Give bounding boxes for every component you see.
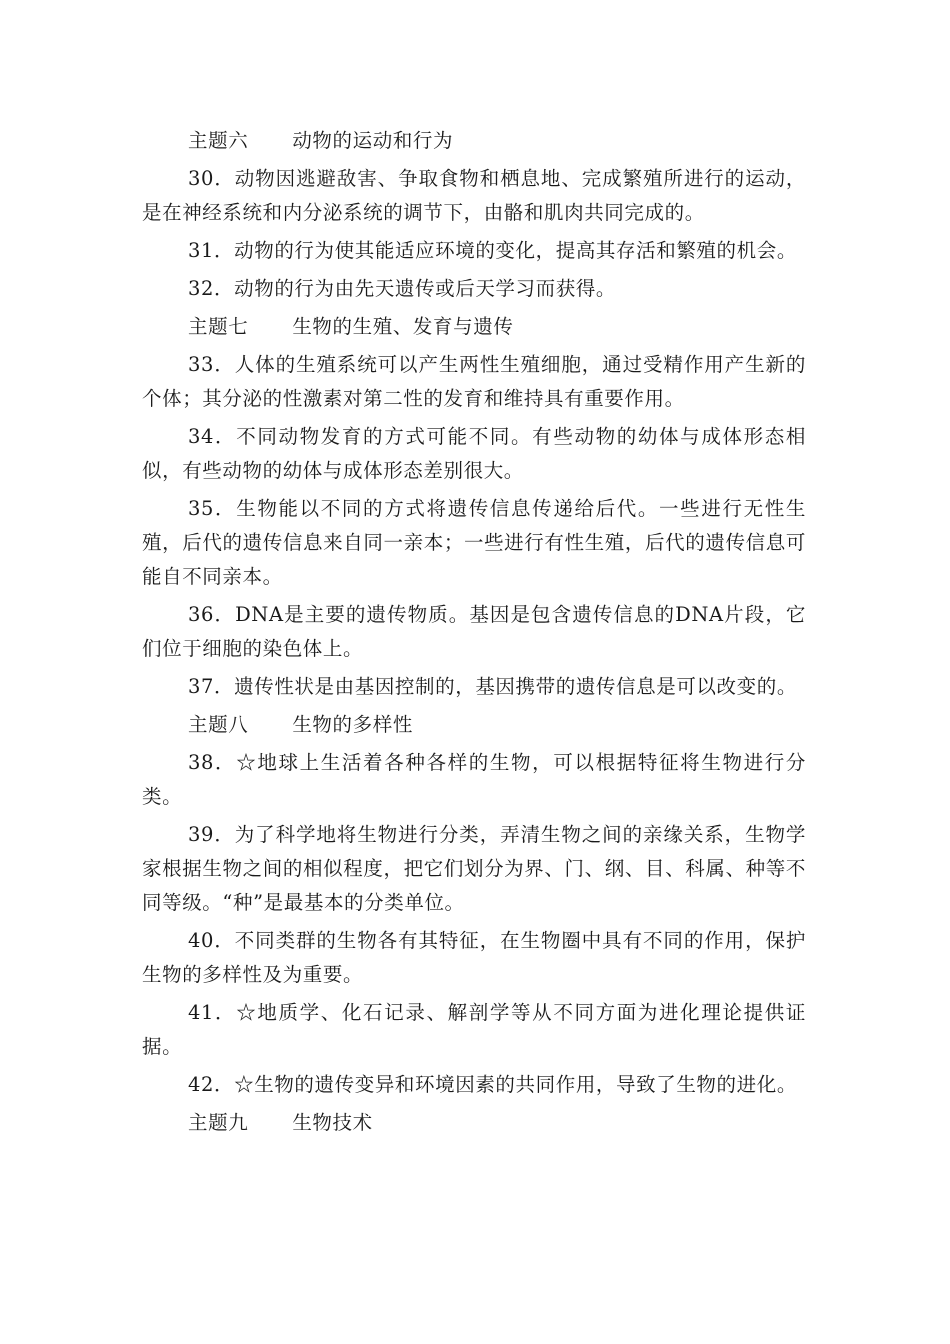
section-heading-7 — [142, 310, 806, 344]
paragraph-37: 37．遗传性状是由基因控制的，基因携带的遗传信息是可以改变的。 — [188, 675, 797, 698]
section-heading-6 — [142, 124, 806, 158]
section-title: 生物技术 — [292, 1111, 373, 1134]
section-label: 主题八 — [188, 713, 249, 736]
paragraph-36: 36．DNA是主要的遗传物质。基因是包含遗传信息的DNA片段，它们位于细胞的染色体上。 — [142, 603, 806, 660]
section-heading-8 — [142, 708, 806, 742]
paragraph-38: 38．☆地球上生活着各种各样的生物，可以根据特征将生物进行分类。 — [142, 751, 806, 808]
document-body — [142, 120, 806, 1144]
section-title: 生物的多样性 — [292, 713, 413, 736]
paragraph-42: 42．☆生物的遗传变异和环境因素的共同作用，导致了生物的进化。 — [188, 1073, 797, 1096]
paragraph-39: 39．为了科学地将生物进行分类，弄清生物之间的亲缘关系，生物学家根据生物之间的相似程度，把它们划分为界、门、纲、目、科属、种等不同等级。“种”是最基本的分类单位。 — [142, 823, 806, 914]
paragraph-30: 30．动物因逃避敌害、争取食物和栖息地、完成繁殖所进行的运动，是在神经系统和内分泌系统的调节下，由骼和肌肉共同完成的。 — [142, 167, 806, 224]
paragraph-34: 34．不同动物发育的方式可能不同。有些动物的幼体与成体形态相似，有些动物的幼体与成体形态差别很大。 — [142, 425, 806, 482]
paragraph-33: 33．人体的生殖系统可以产生两性生殖细胞，通过受精作用产生新的个体；其分泌的性激素对第二性的发育和维持具有重要作用。 — [142, 353, 806, 410]
section-label: 主题七 — [188, 315, 249, 338]
section-label: 主题六 — [188, 129, 249, 152]
section-label: 主题九 — [188, 1111, 249, 1134]
section-title: 动物的运动和行为 — [292, 129, 454, 152]
section-title: 生物的生殖、发育与遗传 — [292, 315, 514, 338]
paragraph-32: 32．动物的行为由先天遗传或后天学习而获得。 — [188, 277, 617, 300]
paragraph-31: 31．动物的行为使其能适应环境的变化，提高其存活和繁殖的机会。 — [188, 239, 797, 262]
section-heading-9 — [142, 1106, 806, 1140]
paragraph-40: 40．不同类群的生物各有其特征，在生物圈中具有不同的作用，保护生物的多样性及为重要。 — [142, 929, 806, 986]
paragraph-41: 41．☆地质学、化石记录、解剖学等从不同方面为进化理论提供证据。 — [142, 1001, 806, 1058]
paragraph-35: 35．生物能以不同的方式将遗传信息传递给后代。一些进行无性生殖，后代的遗传信息来自同一亲本；一些进行有性生殖，后代的遗传信息可能自不同亲本。 — [142, 497, 806, 588]
